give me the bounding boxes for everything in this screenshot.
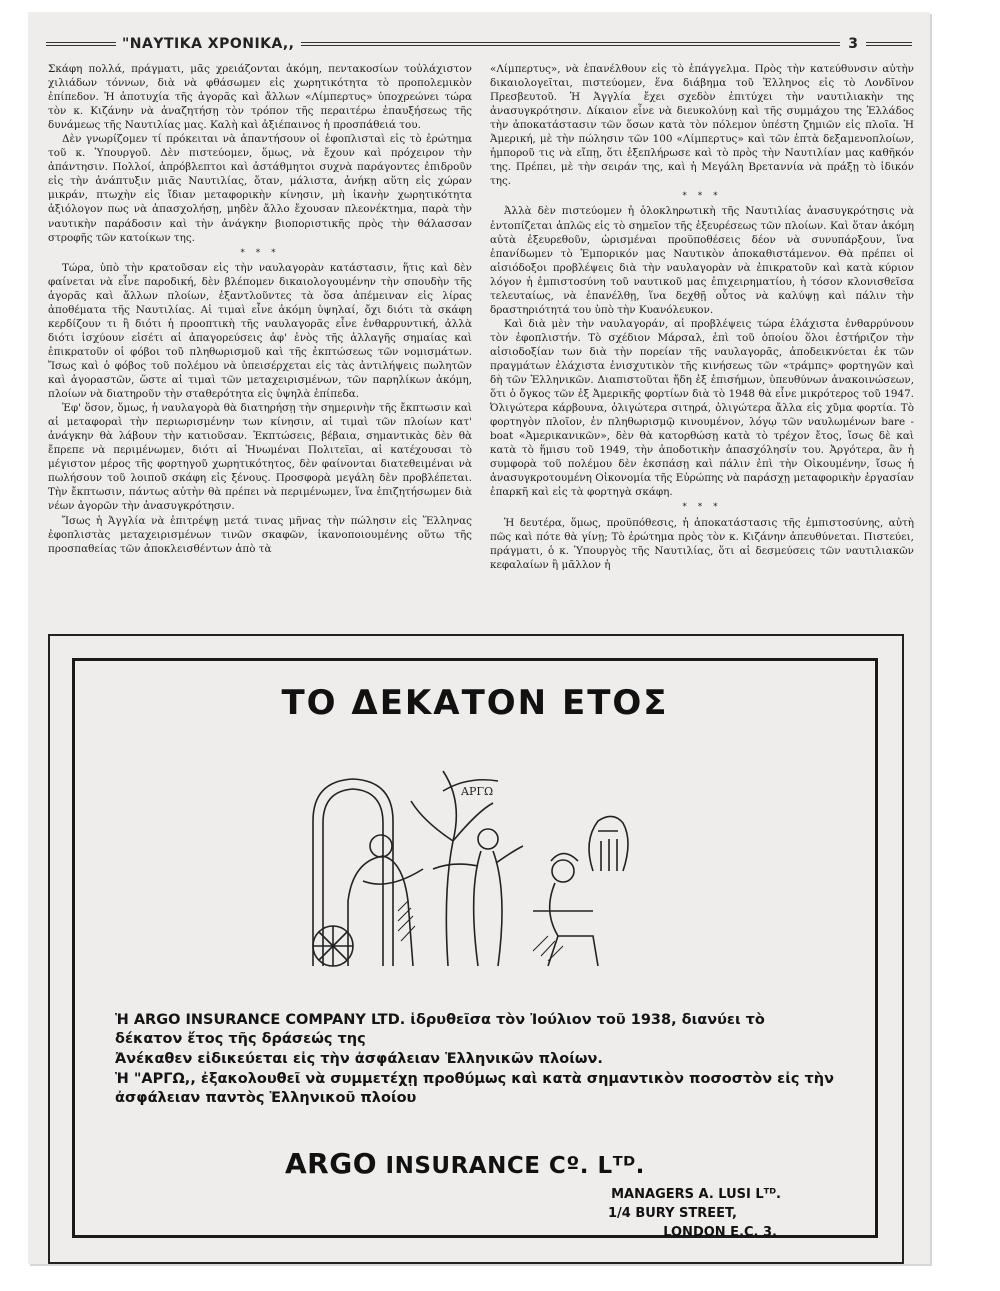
header-rule — [866, 42, 912, 46]
address-line: 1/4 BURY STREET, — [607, 1206, 737, 1221]
paragraph: Καὶ διὰ μὲν τὴν ναυλαγοράν, αἱ προβλέψεις τώρα ἐλάχιστα ἐνθαρρύνουν τὸν ἐφοπλιστήν. Τὸ σχέδιον Μάρσαλ, ἐπὶ τοῦ ὁποίου ὅλοι ἐστήριζον τὴν αἰσιοδοξίαν των διὰ τὴν πορείαν τῆς ναυλαγορᾶς, ἀποδεικνύεται ἐκ τῶν πραγμάτων ἐλάχιστα ἐνισχυτικὸν τῆς κινήσεως τῶν «τράμπς» φορτηγῶν καὶ δὴ τῶν Ἑλληνικῶν. Διαπιστοῦται ἤδη ἐξ ἐπισήμων, ὑπευθύνων ἀνακοινώσεων, ὅτι ὁ ὄγκος τῶν ἐξ Ἀμερικῆς φορτίων διὰ τὸ 1948 θὰ εἶνε μικρότερος τοῦ 1947. Ὀλιγώτερα κάρβουνα, ὀλιγώτερα σιτηρά, ὀλιγώτερα ἄλλα εἰς χῦμα φορτία. Τὸ φορτηγὸν πλοῖον, ἐν πληθωρισμῷ κινουμένον, λόγῳ τῶν ναυλωμένων bare - boat «Ἀμερικανικῶν», δὲν θὰ κατορθώσῃ κατὰ τὸ τρέχον ἔτος, ἴσως δὲ καὶ κατὰ τὸ ἥμισυ τοῦ 1949, τὴν ἀποδοτικὴν ἀπασχόλησίν του. Ἀργότερα, ἂν ἡ συμφορὰ τοῦ πολέμου δὲν ἐκσπάσῃ καὶ πάλιν ἐπὶ τὴν Οἰκουμένην, ἴσως ἡ ἀνασυγκροτουμένη Οἰκονομία τῆς Εὐρώπης νὰ παράσχῃ μεταφορικὴν ἐργασίαν ἐπαρκῆ καὶ εἰς τὰ φορτηγὰ σκάφη. — [490, 317, 914, 499]
argonaut-illustration — [293, 751, 673, 971]
city-line: LONDON E.C. 3. — [663, 1225, 777, 1240]
section-divider: * * * — [682, 191, 722, 202]
section-divider: * * * — [682, 502, 722, 513]
company-name — [285, 1147, 645, 1180]
paragraph: Σκάφη πολλά, πράγματι, μᾶς χρειάζονται ἀκόμη, πεντακοσίων τοὐλάχιστον χιλιάδων τόννων, διὰ νὰ φθάσωμεν εἰς χωρητικότητα τὸ προπολεμικὸν ἐπίπεδον. Ἡ ἀποτυχία τῆς ἀγορᾶς καὶ ἄλλων «Λίμπερτυς» ὑποχρεώνει τώρα τὸν κ. Κιζάνην νὰ ἀναζητήσῃ τὸν τρόπον τῆς περαιτέρω ἐπαυξήσεως τῆς δυνάμεως τῆς Ναυτιλίας μας. Καλὴ καὶ ἀξιέπαινος ἡ προσπάθειά του. — [48, 63, 472, 132]
running-head — [46, 34, 912, 54]
company-name-rest: INSURANCE Cº. Lᵀᴰ. — [385, 1153, 645, 1179]
paragraph: «Λίμπερτυς», νὰ ἐπανέλθουν εἰς τὸ ἐπάγγελμα. Πρὸς τὴν κατεύθυνσιν αὐτὴν δικαιολογεῖται, πιστεύομεν, ἕνα διάβημα τοῦ Ἑλληνος εἰς τὸ Λονδῖνον Πρεσβευτοῦ. Ἡ Ἀγγλία ἔχει σχεδὸν ἐπιτύχει τὴν ναυτιλιακὴν της ἀνασυγκρότησιν. Δίκαιον εἶνε νὰ διευκολύνῃ καὶ τῆς συμμάχου της Ἑλλάδος τὴν ἀποκατάστασιν τῶν ὅσων κατὰ τὸν πόλεμον ὑπέστη ζημιῶν εἰς πλοῖα. Ἡ Ἀμερική, μὲ τὴν πώλησιν τῶν 100 «Λίμπερτυς» καὶ τῶν ἑπτὰ δεξαμενοπλοίων, ἠμποροῦ τις νὰ εἴπῃ, ὅτι ἐξεπλήρωσε καὶ τὸ πρὸς τὴν Ναυτιλίαν μας καθῆκόν της. Πρέπει, μὲ τὴν σειράν της, καὶ ἡ Μεγάλη Βρεταννία νὰ πράξῃ τὸ ἰδικόν της. — [490, 63, 914, 188]
article-column-right — [490, 62, 914, 628]
page-number: 3 — [848, 36, 858, 52]
advertisement-frame — [48, 634, 904, 1264]
managers-line: MANAGERS A. LUSI Lᵀᴰ. — [611, 1187, 781, 1202]
company-address — [505, 1185, 781, 1242]
illustration-caption: ΑΡΓΩ — [461, 785, 494, 798]
paragraph: Ἡ δευτέρα, ὅμως, προϋπόθεσις, ἡ ἀποκατάστασις τῆς ἐμπιστοσύνης, αὐτὴ πῶς καὶ πότε θὰ γίνῃ; Τὸ ἐρώτημα πρὸς τὸν κ. Κιζάνην ἀπευθύνεται. Πιστεύει, πράγματι, ὁ κ. Ὑπουργὸς τῆς Ναυτιλίας, ὅτι αἱ δεσμεύσεις τῶν ναυτιλιακῶν κεφαλαίων ἢ μᾶλλον ἡ — [490, 516, 914, 571]
section-divider: * * * — [240, 247, 280, 258]
ad-paragraph: Ἀνέκαθεν εἰδικεύεται εἰς τὴν ἀσφάλειαν Ἑλληνικῶν πλοίων. — [115, 1051, 603, 1067]
article-column-left — [48, 62, 472, 628]
journal-title: "ΝΑΥΤΙΚΑ ΧΡΟΝΙΚΑ,, — [122, 36, 295, 52]
ad-body — [115, 1011, 835, 1108]
header-rule — [301, 42, 841, 46]
ad-title: ΤΟ ΔΕΚΑΤΟΝ ΕΤΟΣ — [281, 683, 669, 723]
paragraph: Ἀλλὰ δὲν πιστεύομεν ἡ ὁλοκληρωτικὴ τῆς Ναυτιλίας ἀνασυγκρότησις νὰ ἐντοπίζεται ἁπλῶς εἰς τὸ σημεῖον τῆς ἐξευρέσεως τῶν πλοίων. Καὶ ὅταν ἀκόμη αὐτὰ ἐξευρεθοῦν, ὡρισμέναι προϋποθέσεις δέον νὰ συνυπάρξουν, ἵνα ἐπανίδωμεν τὸ Ἐμπορικόν μας Ναυτικὸν ἀποκαθιστάμενον. Θὰ πρέπει οἱ αἰσιόδοξοι προβλέψεις διὰ τὴν ναυλαγορὰν νὰ ἐπικρατοῦν καὶ κατὰ κύριον λόγον ἡ ἐμπιστοσύνη τοῦ ναυτικοῦ μας ἐπιχειρηματίου, ἡ τόσον κλονισθεῖσα τελευταίως, νὰ ἐπανέλθῃ, ἵνα δεχθῇ οὗτος νὰ καλύψῃ καὶ πάλιν τὴν δραστηριότητά του ὑπὸ τὴν Κυανόλευκον. — [490, 205, 914, 316]
article-columns — [48, 62, 914, 628]
header-rule — [46, 42, 116, 46]
paragraph: Τώρα, ὑπὸ τὴν κρατοῦσαν εἰς τὴν ναυλαγορὰν κατάστασιν, ἥτις καὶ δὲν φαίνεται νὰ εἶνε παροδική, δὲν βλέπομεν δικαιολογουμένην τὴν σπουδὴν τῆς ἀγορᾶς καὶ ἄλλων πλοίων, ἐξαντλοῦντες τὰ ὅσα ἀπέμειναν εἰς λίρας ἀποθέματα τῆς Ναυτιλίας. Αἱ τιμαὶ εἶνε ἀκόμη ὑψηλαί, ὄχι διότι τὰ σκάφη κερδίζουν τι ἢ διότι ἡ προοπτικὴ τῆς ναυλαγορᾶς εἶνε ἐνθαρρυντική, ἀλλὰ διότι ἰσχύουν εἰσέτι αἱ ἀπαγορεύσεις ἀφ' ἑνὸς τῆς ἀλλαγῆς σημαίας καὶ ἐπικρατοῦν οἱ φόβοι τοῦ πληθωρισμοῦ καὶ τῆς ἐκπτώσεως τῶν νομισμάτων. Ἴσως καὶ ὁ φόβος τοῦ πολέμου νὰ ὑπεισέρχεται εἰς τὰς ἀντιλήψεις πωλητῶν καὶ ἀγοραστῶν, ὥστε αἱ τιμαὶ τῶν μεταχειρισμένων, τῶν παρηλίκων ἀκόμη, πλοίων νὰ διατηροῦν τὴν σταθερότητα εἰς ὑψηλὰ ἐπίπεδα. — [48, 261, 472, 401]
company-name-argo: ARGO — [285, 1147, 378, 1180]
newspaper-page — [28, 12, 930, 1264]
ad-paragraph: Ἡ ARGO INSURANCE COMPANY LTD. ἱδρυθεῖσα τὸν Ἰούλιον τοῦ 1938, διανύει τὸ δέκατον ἔτος τῆς δράσεώς της — [115, 1012, 765, 1047]
paragraph: Ἐφ' ὅσον, ὅμως, ἡ ναυλαγορὰ θὰ διατηρήσῃ τὴν σημερινὴν τῆς ἔκπτωσιν καὶ αἱ μεταφοραὶ τὴν περιωρισμένην των κίνησιν, αἱ τιμαὶ τῶν πλοίων κατ' ἀνάγκην θὰ λάβουν τὴν κατιοῦσαν. Ἐκπτώσεις, βέβαια, σημαντικὰς δὲν θὰ ἔπρεπε νὰ περιμένωμεν, διότι αἱ Ἡνωμέναι Πολιτεῖαι, αἱ κατέχουσαι τὸ μέγιστον μέρος τῆς φορτηγοῦ χωρητικότητος, δὲν φαίνονται διατεθειμέναι νὰ πωλήσουν τοῦ λοιποῦ σκάφη εἰς ξένους. Προσφορὰ μεγάλη δὲν προβλέπεται. Τὴν ἔκπτωσιν, πάντως αὐτὴν θὰ πρέπει νὰ περιμένωμεν, ἵνα ἐπιζητήσωμεν διὰ νέων ἀγορῶν τὴν ἀνασυγκρότησιν. — [48, 402, 472, 513]
ad-paragraph: Ἡ "ΑΡΓΩ,, ἐξακολουθεῖ νὰ συμμετέχῃ προθύμως καὶ κατὰ σημαντικὸν ποσοστὸν εἰς τὴν ἀσφάλειαν παντὸς Ἑλληνικοῦ πλοίου — [115, 1071, 834, 1106]
advertisement-box — [72, 658, 878, 1238]
paragraph: Δὲν γνωρίζομεν τί πρόκειται νὰ ἀπαντήσουν οἱ ἐφοπλισταὶ εἰς τὸ ἐρώτημα τοῦ κ. Ὑπουργοῦ. Δὲν πιστεύομεν, ὅμως, νὰ ἔχουν καὶ πρόχειρον τὴν ἀπάντησιν. Πολλοί, ἀπρόβλεπτοι καὶ ἀστάθμητοι συχνὰ παράγοντες ἐπιδροῦν εἰς τὴν ἀνάπτυξιν μιᾶς Ναυτιλίας, ὅταν, μάλιστα, ἀνήκῃ αὕτη εἰς χώραν μικράν, πτωχὴν εἰς ἴδιαν μεταφορικὴν κίνησιν, μὴ ἱκανὴν χωρητικότητα ἀξιόλογον πως νὰ ἀπασχολήσῃ, μηδὲν ἄλλο ἔχουσαν πλεονέκτημα, παρὰ τὴν ναυτικὴν παράδοσιν καὶ τὴν ἀνάγκην βιοποριστικῆς πρὸς τὴν θάλασσαν στροφῆς τῶν κατοίκων της. — [48, 133, 472, 244]
paragraph: Ἴσως ἡ Ἀγγλία νὰ ἐπιτρέψῃ μετά τινας μῆνας τὴν πώλησιν εἰς Ἕλληνας ἐφοπλιστὰς μεταχειρισμένων τινῶν σκαφῶν, ἱκανοποιουμένης οὕτω τῆς προσπαθείας τῶν ἀποκλεισθέντων ἀπὸ τὰ — [48, 514, 472, 555]
